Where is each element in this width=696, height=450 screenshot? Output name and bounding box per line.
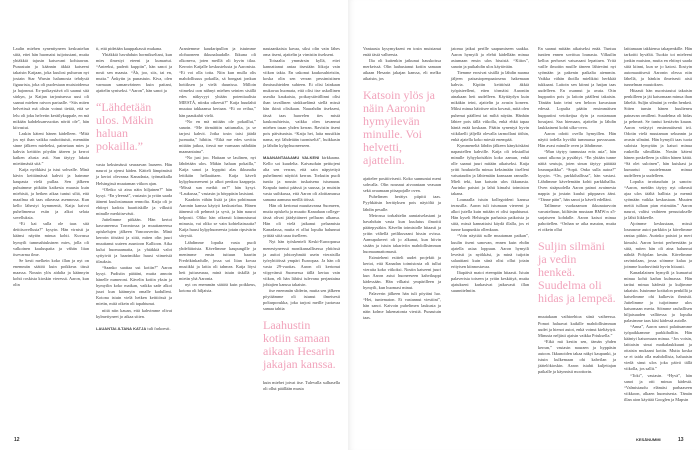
body-paragraph: [624, 221, 692, 269]
body-paragraph: [538, 203, 616, 233]
paragraph-text: Hitaasti hän nuoristautui takaisin penkilleen ja jäi katsomaan minua ihan läheltä. Suljin silmäni ja vedin henkeä. Sitten tunsin hänen huulteneu painavan omilleni. Suudelma oli hidas ja pehmeä. Se tuntui kestävän kauan. Aaron vetäytyi ensimmäisenä irti. Odotin vielä muutaman sekunnin ja avasin silmäni. Hän hymyili taas tuota suloista hymyään ja katsoi minua ruskeilla silmillään. Nostin käteni hänen poskelleen ja silitin hänen kättä. “Sä olet suloinen”, hän kuiskasi ja kumartui suutelemaan minua uudelleen ja uudelleen.: [624, 88, 692, 178]
page-number-right: 13: [678, 437, 684, 443]
body-paragraph: [451, 70, 529, 143]
body-paragraph: [179, 197, 256, 239]
body-paragraph: [179, 282, 256, 294]
body-paragraph: [96, 326, 172, 332]
body-paragraph: [179, 46, 256, 119]
body-paragraph: [538, 131, 616, 149]
article-column-3: [179, 46, 256, 294]
paragraph-text: Ajoimme keskustaan, missä lounasme autot parkkiin ja kävelimme rantaa pitkin. Aurinko paistoi ja meri kimalsi. Aaron kertoi perheestään ja siitä, miten hän oli aina halunnut nähdä Pohjolan kesän. Kävelimme ravintolaan, jossa söimme kalaa ja joimme kuohuviiniä hyvin hitaasti.: [624, 221, 692, 269]
body-paragraph: [96, 217, 172, 265]
paragraph-text: Palaverin jälkeen hän tuli pöytäni luo. “Hei, tuntematon. Et vastannut viestiini”, hän sanoi. Kaivoin puhelimen laukusta ja näin kolme lukematonta viestiä. Punastuin taas.: [363, 291, 441, 321]
paragraph-text: “No just joo. Haitaan se laulinen, nyt lähdetään ulos. Mäkin haluan pokailla,” Katja sanoi ja hyppäsi alas ikkunalta lettikäin hellaaittaen. Katja käveli kylpyhuoneeseni ja alkoi penkoa kaappeja. “Missä sun meikit on?” hän kysyi. “Laukussa,” vastasin ja hörppäsin lasistani.: [179, 154, 256, 197]
body-paragraph: [363, 176, 441, 194]
body-paragraph: [96, 308, 172, 320]
paragraph-text: ti, että pidetään kauppakassit mukana.: [96, 46, 163, 51]
paragraph-text: Se kesti melkein koko illan ja nyt on enemmän säätöä kuin poikkeus tässä maassa. Nousin ylös aidalta ja käännyin kohti roskista kioskin vieressä. Aaron, kun olin: [13, 257, 89, 287]
paragraph-text: “Anna”, Aaron sanoi palattuamme työpaikkamme parkkihalliin. Hän kääntyi katsomaan minua. “Jos voisin, laittaisin sinut matkalaukkuuni ja ottaisin mukaani kotiin. Mutta koska se ei taida olla mahdollista, haluaisin viedä sinut ulos joka päivä tällä viikolla, jos sallit.”: [624, 324, 692, 372]
body-paragraph: [363, 291, 441, 321]
footer-section-label: KESÄNUMMI: [636, 437, 661, 442]
body-paragraph: [363, 58, 441, 82]
body-paragraph: [538, 149, 616, 203]
paragraph-text: Kaadoin vähän lisää ja jäin pohtimaan Aaronin kanssa käytyä keskustelua. Hänen äänensä oli pehmeä ja syvä, ja hän nauroi helposti. Oliko hän oikeasti kiinnostunut minusta, vai oliko se vain kohteliaisuutta? Katja huusi kylpyhuoneesta jotain ripsivärin sävystä.: [179, 197, 256, 239]
body-paragraph: [624, 324, 692, 372]
body-paragraph: [363, 213, 441, 255]
pull-quote-lahdetaan-ulos: “Lähdetään ulos. Mäkin haluan pokailla.”: [96, 100, 154, 154]
paragraph-text: nyt on enemmän säätöä kuin poikkeus, kotona oli hiljaista.: [179, 281, 256, 293]
body-paragraph: [263, 288, 340, 312]
article-column-7: [538, 46, 616, 375]
paragraph-text: muutakaan vaihtoehtoa siinä vaiheessa. Pomot haluavat kaikille mahdollisimman uudet ja hienot autot, enkä voinut kieltäytyä. Minusta neljästi ajaisin vaikka Priuksella.”: [538, 314, 616, 338]
paragraph-text: kuin miehet joivat itse. Tulevalla sulhasella oli ollut päällään musta: [263, 380, 340, 392]
page-number-left: 12: [14, 437, 20, 443]
paragraph-text: Aaron odotti ovella hymyillen. Hän näytti todella hyvältä tummassa puvussaan. Hän avasi minulle oven ja lähdimme.: [538, 130, 616, 148]
paragraph-text: “Oletko sä aina näin hiljainen?” hän kysyi. “En yleensä”, vastasin ja yritin saada ääneni kuulostamaan rennolta. Katja oli jo ehtinyt kadota baaritiskille ja vilkutti minulle merkitsevästi.: [96, 186, 172, 216]
body-paragraph: [624, 46, 692, 88]
body-paragraph: [538, 314, 616, 338]
paragraph-text: nautaankaista kavaa, siksi olin vain lähes oma itseni, ajattelin ja virnistin itsekseni.: [263, 46, 340, 58]
body-paragraph: [13, 221, 89, 257]
body-paragraph: [363, 255, 441, 291]
body-paragraph: [624, 88, 692, 179]
paragraph-text: kirkkaana. Kello soi kuudelta. Kaivauduin peittojeni alta sen verran, että sain näpytettyä puhelimeni näyttöä kerran. Torkutin puoli tuntia ja nousin tuskaisena istumaan. Krapula tuntui päässä ja suussa, ja muistin vasta suihkussa, että Aaron oli aloittamassa samana aamuna meillä töissä.: [263, 154, 341, 203]
body-paragraph: [179, 119, 256, 155]
paragraph-text: Laulin miehen synenttyneen keskustelun siitä, ettei hän huomaisi tuijotustani, mutta yhtäkkiä tajusin katsovani kohtaavan. Punastuin ja käännin äkkiä katseeni takaisin Katjaan, joka kuulosi puhuvan nyt jostain Star Warsin halumosta tehdystä figuurista, joka oli puolestaan muistoidensa ja hajonnut. Ex-poikaystävä oli saanut sitä särkyn, ja Katjan tarjoutuessa uusi oli saanut miehen raivon partaalle. “Siis miten helvetissä mä olisin voinut tietää, että se lelu oli joku helvetin keräilykappale, en mä mikään kahdeksanvuotias nörtti ole”, hän kiivastui.: [13, 46, 89, 130]
article-column-6: [451, 46, 529, 294]
paragraph-text: Katja nyökkäsi ja istui sohvalle. Minä kävin keittämässä kahvit ja haimme kaupasta vielä pullaa. Sen jälkeen puhuimme pitkään kaikesta muusta kuin miehistä, ja hetken aikaa tuntui siltä, että maailma oli taas oikeassa asennossa. Kun kello lähestyi kymmentä, Katja kaivoi puhelimensa esiin ja alkoi selata sovelluksia.: [13, 166, 89, 221]
paragraph-text: itse enemmän sliderin, mutta sen jälkeen pöytäämme oli istunut ilmeisesti poltarporukka, joka tarjosi meille juotavaa samaa tahtia: [263, 287, 340, 311]
body-paragraph: [179, 240, 256, 282]
paragraph-text: “Voin näyttää sulle muutaman paikan”, kuulin itseni sanovan, ennen kuin ehdin ajatella asiaa loppuun. Aaron hymyili leveästi ja nyökkäsi, ja minä tuijotin salaattiani kuin siinä olisi ollut jotain erityisen kiinnostavaa.: [451, 233, 529, 269]
pull-quote-laahustin-kotiin: Laahustin kotiin samaan aikaan Hesarin jakajan kanssa.: [263, 318, 336, 372]
body-paragraph: [96, 162, 172, 186]
paragraph-text: Hän oli kertonut muuttavansa Suomeen, mutta opiskelu ja muutto Kanadaan college-tässä olivat jäädyttäneet pelluran alkansa. Hän oli vielä jatkanut pelaamista Kanadassa, mutta ei ollut lopulta halunnut yrittää siitä uraa itselleen.: [263, 203, 340, 239]
section-lead-in: MAANANTAIAAMU VALKENI: [263, 154, 320, 160]
paragraph-text: Laskin käteni hänen kädelleen. “Mitä jos nyt ihan vaikka rauhoittuisit, mennään sinne jälkeen mieheksi, painetaan mies ja kahvia keittiön pöydän ääreen ja kerrot kaiken alusta asti. Sun täytyy lakata miettimästä sitä.”: [13, 130, 89, 166]
body-paragraph: [13, 131, 89, 167]
paragraph-text: vasta keksimässä seuraavan lauseen. Hän nauroi ja ojensi käden. Kätteli lämpimästi ja kertoi olevansa Kanadasta, työmatkalla Helsingissä muutaman viikon ajan.: [96, 162, 172, 186]
pull-quote-katsoin-ylos: Katsoin ylös ja näin Aaronin hymyilevän minulle. Voi helvetti, ajattelin.: [363, 88, 435, 168]
body-paragraph: [13, 167, 89, 221]
paragraph-text: Lounaalla istuin kollegoideni kanssa terassilla. Aaron tuli istumaan viereeni ja alkoi jutella kuin mitään ei olisi tapahtunut. Hän kyseli Helsingin parhaista paikoista ja siitä, missä kannattaisi käydä illalla, jos ei tunne kaupunkia ollenkaan.: [451, 197, 529, 233]
paragraph-text: laittamaan takkiensa takapenkille. Hän tarkoitti hyvältä. Tuokio toi mieleeni jonkin muiston, mutta en ehtinyt saada siitä kiinni, kun se jo katosi. Ilostyin automaattisesti Aaronin olessa niin lähellä, ja hänkin ilmeisesti aisti tunnelman muutoksen.: [624, 46, 692, 88]
body-paragraph: [13, 46, 89, 131]
paragraph-text: jatoma jatkui perille saapumiseen saakka. Aaron hymyili ja elehti kädellään minua astumaan ensin ulos hissistä. “Kiitos”, sanoin ja puikahdin ulos käytävään.: [451, 46, 529, 70]
body-paragraph: [363, 46, 441, 58]
body-paragraph: [624, 373, 692, 403]
section-lead-in: LAUANTAI-ILTANA KATJA: [96, 325, 147, 331]
paragraph-text: Nyt hän työskenteli Keski-Euroopassa menestyneessä monikansallisessa yhtiössä ja auttoi johtoryhmää usein vieraisilla työryhtiöissä ympäri Euroopaa. Ja hän oli vasta 29-vuotias. Aaron oli kertonut viipyvänsä Suomessa tällä kertaa vain viikon, eli hän lähtisi tulevana perjantaina johtajien kanssa takaisin.: [263, 239, 340, 287]
paragraph-text: Kanadalainen hymyili ja kumartui minua kohti kadun kulmassa. Hän tarttui minua kädestä ja kuljimme takaisin. Istuimme kotitalon penkillä ja katselimme ohi kulkevia ihmisiä. Juttelimme ja tuijotimme ulos katsomaan merta. Söimme rauhallisen hiljaisuuden vallitessa ja lopulta palasimme taas käsi kädessä autolle.: [624, 269, 692, 324]
paragraph-text: Ilta oli kuitenkin jatkunut hauskoissa merkeissä. Olin laahustanut kotiin samaan aikaan Hesarin jakajan kanssa, eli melko aikaisin, jos: [363, 58, 441, 82]
body-paragraph: [96, 52, 172, 94]
paragraph-text: Toisaalta ymmärsin kyllä, ettei kannattanut antaa itsestään liikoja vain viikon takia. En uskonut kaukosuhteisiin, koska olin sen verran pessimistinen ihmissuhteiden suhteen. Ei olisi lainkaan mukavaa huomata, että olisi itse uskollinen usealta kaukaista, poikaystävällinni olisi ihan tavallinen sinkkuelämä siellä missä hän ikinä olisikaan. Naurahdin itsekseni, tässä taas haavelen ties mistä kaukosuhteista, vaikka olen tavannut miehen tasan yhden kerran. Ravistin itseni pois päiväunista. “Katja hei, laita musiikin nama, nyt lähdetään tuomiseltä”, huikkasin ja lähdin kylpyhuoneeseen.: [263, 58, 340, 148]
body-paragraph: [96, 265, 172, 307]
article-column-4: [263, 46, 340, 392]
body-paragraph: [263, 155, 340, 203]
body-paragraph: [451, 143, 529, 197]
body-paragraph: [13, 258, 89, 288]
body-paragraph: [624, 270, 692, 324]
body-paragraph: [451, 46, 529, 70]
body-paragraph: [363, 194, 441, 212]
paragraph-text: Araniemme kaudaripullon ja istuimme olohuoneen ikkunalaudalle. Ikkuna oli olkoneva, joten meillä oli hyvin tilaa. Kerroin Katjalle keskustelusta ja Aaronista. “Ei voi olla totta. Niin kun mulla olis mahdollisuus pokailla, sä bongaat jonkun hottiksen ja vielä duunissa. Milloin viimeksi oon nähnyt miehen seinien sisällä edes näkyvyyt yhtään potentiaalista MIESTÄ, niinku oikeesti?” Katja huudahti muutaa takkaansa kertaan. “Ei oo reilua,” hän paaukahti vielä.: [179, 46, 256, 118]
article-column-8: [624, 46, 692, 403]
paragraph-text: Juttelimme pitkään. Hän kertoi kasvaneensa Torontossa ja muuttaneensa opiskelujen jälkeen Vancouveriin. Minä kerroin töistäni ja siitä, miten olin juuri muuttanut uuteen asuntoon Kallioon. Aika kului huomaamatta, ja yhtäkkiä valot syttyivät ja baarimikko huusi viimeisiä tilauksia.: [96, 216, 172, 265]
paragraph-text: Tallimme vuokraamon ikkunatarvoin varusteltuun, kiiltävän mustaan BMW:n x5-sarjaiseen kohdalle. Aaron katsoi minua pahoitellen. “Onhan se aika mauton, mutta ei oikein ollut: [538, 203, 616, 233]
body-paragraph: [451, 197, 529, 233]
body-paragraph: [96, 187, 172, 217]
body-paragraph: [263, 239, 340, 287]
paragraph-text: Lähdimme lopulta vasta puoli yhdeltätoista. Kävelimme kaupungille ja menimme ensin tuttuun baariin Fredrikinkadulle, jossa soi liian kovaa musiikki ja lattia oli tahmea. Katja löysi heti juttuseuraa, minä istuin tiskillä ja mietin yhä Aaronia.: [179, 239, 256, 281]
paragraph-text: Metrossa torkahtelin aamiaiselastani ja havahduin vasta kun kuulutus ilmoitti päätepysäkin. Kävelin toimistolle hitaasti ja yritin vältellä peilikuvaani hissin ovissa. Aamupalaveri oli jo alkanut, kun hiivin sisään ja istuin takariviin mahdollisimman huomaamattomasti.: [363, 212, 441, 254]
body-paragraph: [538, 46, 616, 131]
paragraph-text: niitä niin kauan, että kahvimme olivat kylmettyneet jo aikaa sitten.: [96, 307, 172, 319]
body-paragraph: [263, 380, 340, 392]
paragraph-text: Iltapäivä matoi eteenpäin hitaasti. Istuin palaverista toiseen ja yritin keskittyä, mutta ajatukseni karkasivat jatkuvasti illan suunnitelmiin.: [451, 269, 529, 293]
paragraph-text: ajatteleе positiivisesti. Koko sunnuntai meni sohvalla. Olin nousnut aivoantaan veasaan sekä avaamaan pitsapojalle oven.: [363, 176, 441, 194]
paragraph-text: Vantaasta kysymykseni en tosin muistanut enää tästä valheesta.: [363, 46, 441, 58]
paragraph-text: “Ei kai sulla ole taas sitä deittisovellusta?” kysyin. Hän virnisti ja käänsi näytön minua kohti. Kuvassa hymyili tummahiuksinen mies, jolla oli valkoinen kauluspaita ja vähän liian itsevarma ilme.: [13, 221, 89, 257]
pull-quote-suljin-silmani: Suljin silmäni ja vedin henkeä. Suudelma oli hidas ja lempeä.: [538, 239, 616, 306]
body-paragraph: [451, 233, 529, 269]
paragraph-text: “Eikä mä kestin sen, tämän yhden kerran,” vastasin nauraen ja hyppäsin autoon. Ikkunoiden takaa näkyi kaupunki, ja istuin kulkemaan ohi kahvilan ja jäätelökioskin. Aaron istahti kuljettajan paikalle ja käynnisti moottorin.: [538, 338, 616, 374]
body-paragraph: [263, 46, 340, 58]
article-column-1: [13, 46, 89, 288]
paragraph-text: “Toki”, vastasin. “Hyvä”, hän sanoi ja otti minua kädestä. “Valmistaudu elämäsi parhaaseen viikkoon, alkaen huomisesta. Tämän illan aion käyttää Googlen ja Mapsin: [624, 372, 692, 402]
right-page: [348, 0, 696, 450]
paragraph-text: Yhtäkkiä havahduin hormikseltani, kun mies ilmestyi eteeni ja kumartui. “Anteeksi, paderit kuppiin”, hän sanoi ja nosti sen maasta. “Äh, joo, siis, tai en, mutta.” Änkytin ja punastuin. Kiva, olen varmaan samanvärinen kuin paitani, ajattelin syniseksi. “Aaron”, hän sanoi ja: [96, 52, 172, 94]
body-paragraph: [451, 270, 529, 294]
article-column-5: [363, 46, 441, 321]
paragraph-text: “Mun täytyy tunnustaa eräs asia”, hän sanoi ulkona ja pysähtyi. “En yhtään tunne näitä seutuja, joten sinun täytyy päättää lounaspaikka”. “Sopii. Onko sulla autoa?” kysyin. “On, parkkihallissa”, hän vastasi. Lähdimme kävelemään kohti parkkihallia. Oven sisäpuolella Aaron painoi avaimesta nappia ja jostain kuului piippaava ääni. “Tänne päin”, hän sanoi ja käveli edelläni.: [538, 148, 616, 203]
paragraph-text: En saanut mitään aikaiseksi enää. Tuntuu tuntien ennen sovittua lounasta. Vilkuilin kelloa perhoset vatsassani lepattaen. Yritä vaille ilmoitin muille täneen lähteväni nyt syömään ja pakenin paikalta aiemmin. Vaikka vähän ihoilla mielikäsi herkkää tukkaani. Laitoin sen kiinni ja hatjan taas uudelleen. En osannut ja avata. Otin huppariin pois ja laitoin päälleni takaisin. Tänään kuin teini sen heloon kuvastaan edessä. Lopulta päätin ensimmäisen huppariini vetoketjua dyin ja nostamaan hosujani. Saa hiemaan, ajattelin ja lähdin laukkaineni kohti ulko-ovea.: [538, 46, 616, 130]
body-paragraph: [263, 203, 340, 239]
body-paragraph: [263, 58, 340, 149]
article-column-2: [96, 46, 172, 332]
paragraph-text: Tiemme erosivat sisällä ja lähdin naama jäljeen paisastopenpaatosena hakemaan kahvia. Kipitin keittiöstä äkkiä työpisteelleni, etten törmäisi Aaroniin ainakaan heti uudelleen. Käyttäydyn kuin mikäkin teini, ajattelin ja avasin koneen. Miksi minua häiritsee niin kovasti, mitä olen puhenut päälleni tai miltä näytän. Hänhän lähtee pois tällä viikolla, enkä ehkä tapaa häntä enää koskaan. Päätin synentyä hyvin viikilaelli jäljellä olevalla tarmollani töihin, enkä ajatella koko miestä enempää.: [451, 70, 529, 142]
paragraph-text: Esimieheni esitteli uudet projektit ja kertoi, että Kanadan toimistosta oli tullut vieraita koko viikoksi. Nostin katseeni juuri kun Aaron astui huoneeseen kahvikuppi kädessään. Hän vilkaisi ympärilleen ja hymyili, kun huomasi minut.: [363, 254, 441, 291]
paragraph-text: Lopulta irrottauduin ja sanoin: “Aaron, meidän täytyy nyt oikeasti ajaa ulos täältä hallista ja mennä syömään vaikka keskustaan. Muuten meitä tullaan pian etsimään.” Aaron nauroi, valitsi vaihteen peruutukselle ja lähti liikkeelle.: [624, 179, 692, 221]
paragraph-text: “Saanko saattaa sut kotiin?” Aaron kysyi. Pudistin päätäni, mutta annoin hänelle numeroni. Kävelin kotiin yksin ja hymyilin koko matkan, vaikka sade alkoi juuri kun käännyin omalle kadulleni. Kotona istuin vielä hetken keittiössä ja mietin, mitä oikein oli tapahtunut.: [96, 265, 172, 307]
body-paragraph: [538, 339, 616, 375]
paragraph-text: Kymmeneltä lähdin jälkeen känyköskäni napautellen kahville. Katja oli tekstaillut minulle fyhyykoisäkin koko aamun, enkä olle saanut juuri mitään aikaiseksi. Katja yritti houkutella minua keksimään itselleni vatsataudin ja lähtemään kanssaan rannalle. Mieli teki, kun katsoin ulos ikkunasta. Aurinko paistoi ja lahti kimalsi toimiston takana.: [451, 142, 529, 197]
paragraph-text: “No en mä mitään ole pokaillut,” sanoin. “Me törmättiin sattumalta, ja se tarjosi kahvit. Jotka tosin taisi jäädä juomatta,” hihitin. “Eikä me edes sovittu mitään jatkoa, tiessä me varmaan nähdään maanantaina”.: [179, 118, 256, 154]
body-paragraph: [624, 179, 692, 221]
paragraph-text: Puhelimen herätys piipitti taas. Pyyhkäisin herätyksen pois näytöltä ja lähdin pesulle.: [363, 194, 441, 212]
body-paragraph: [179, 155, 256, 197]
paragraph-text: tuli farkoesti.: [146, 325, 171, 331]
